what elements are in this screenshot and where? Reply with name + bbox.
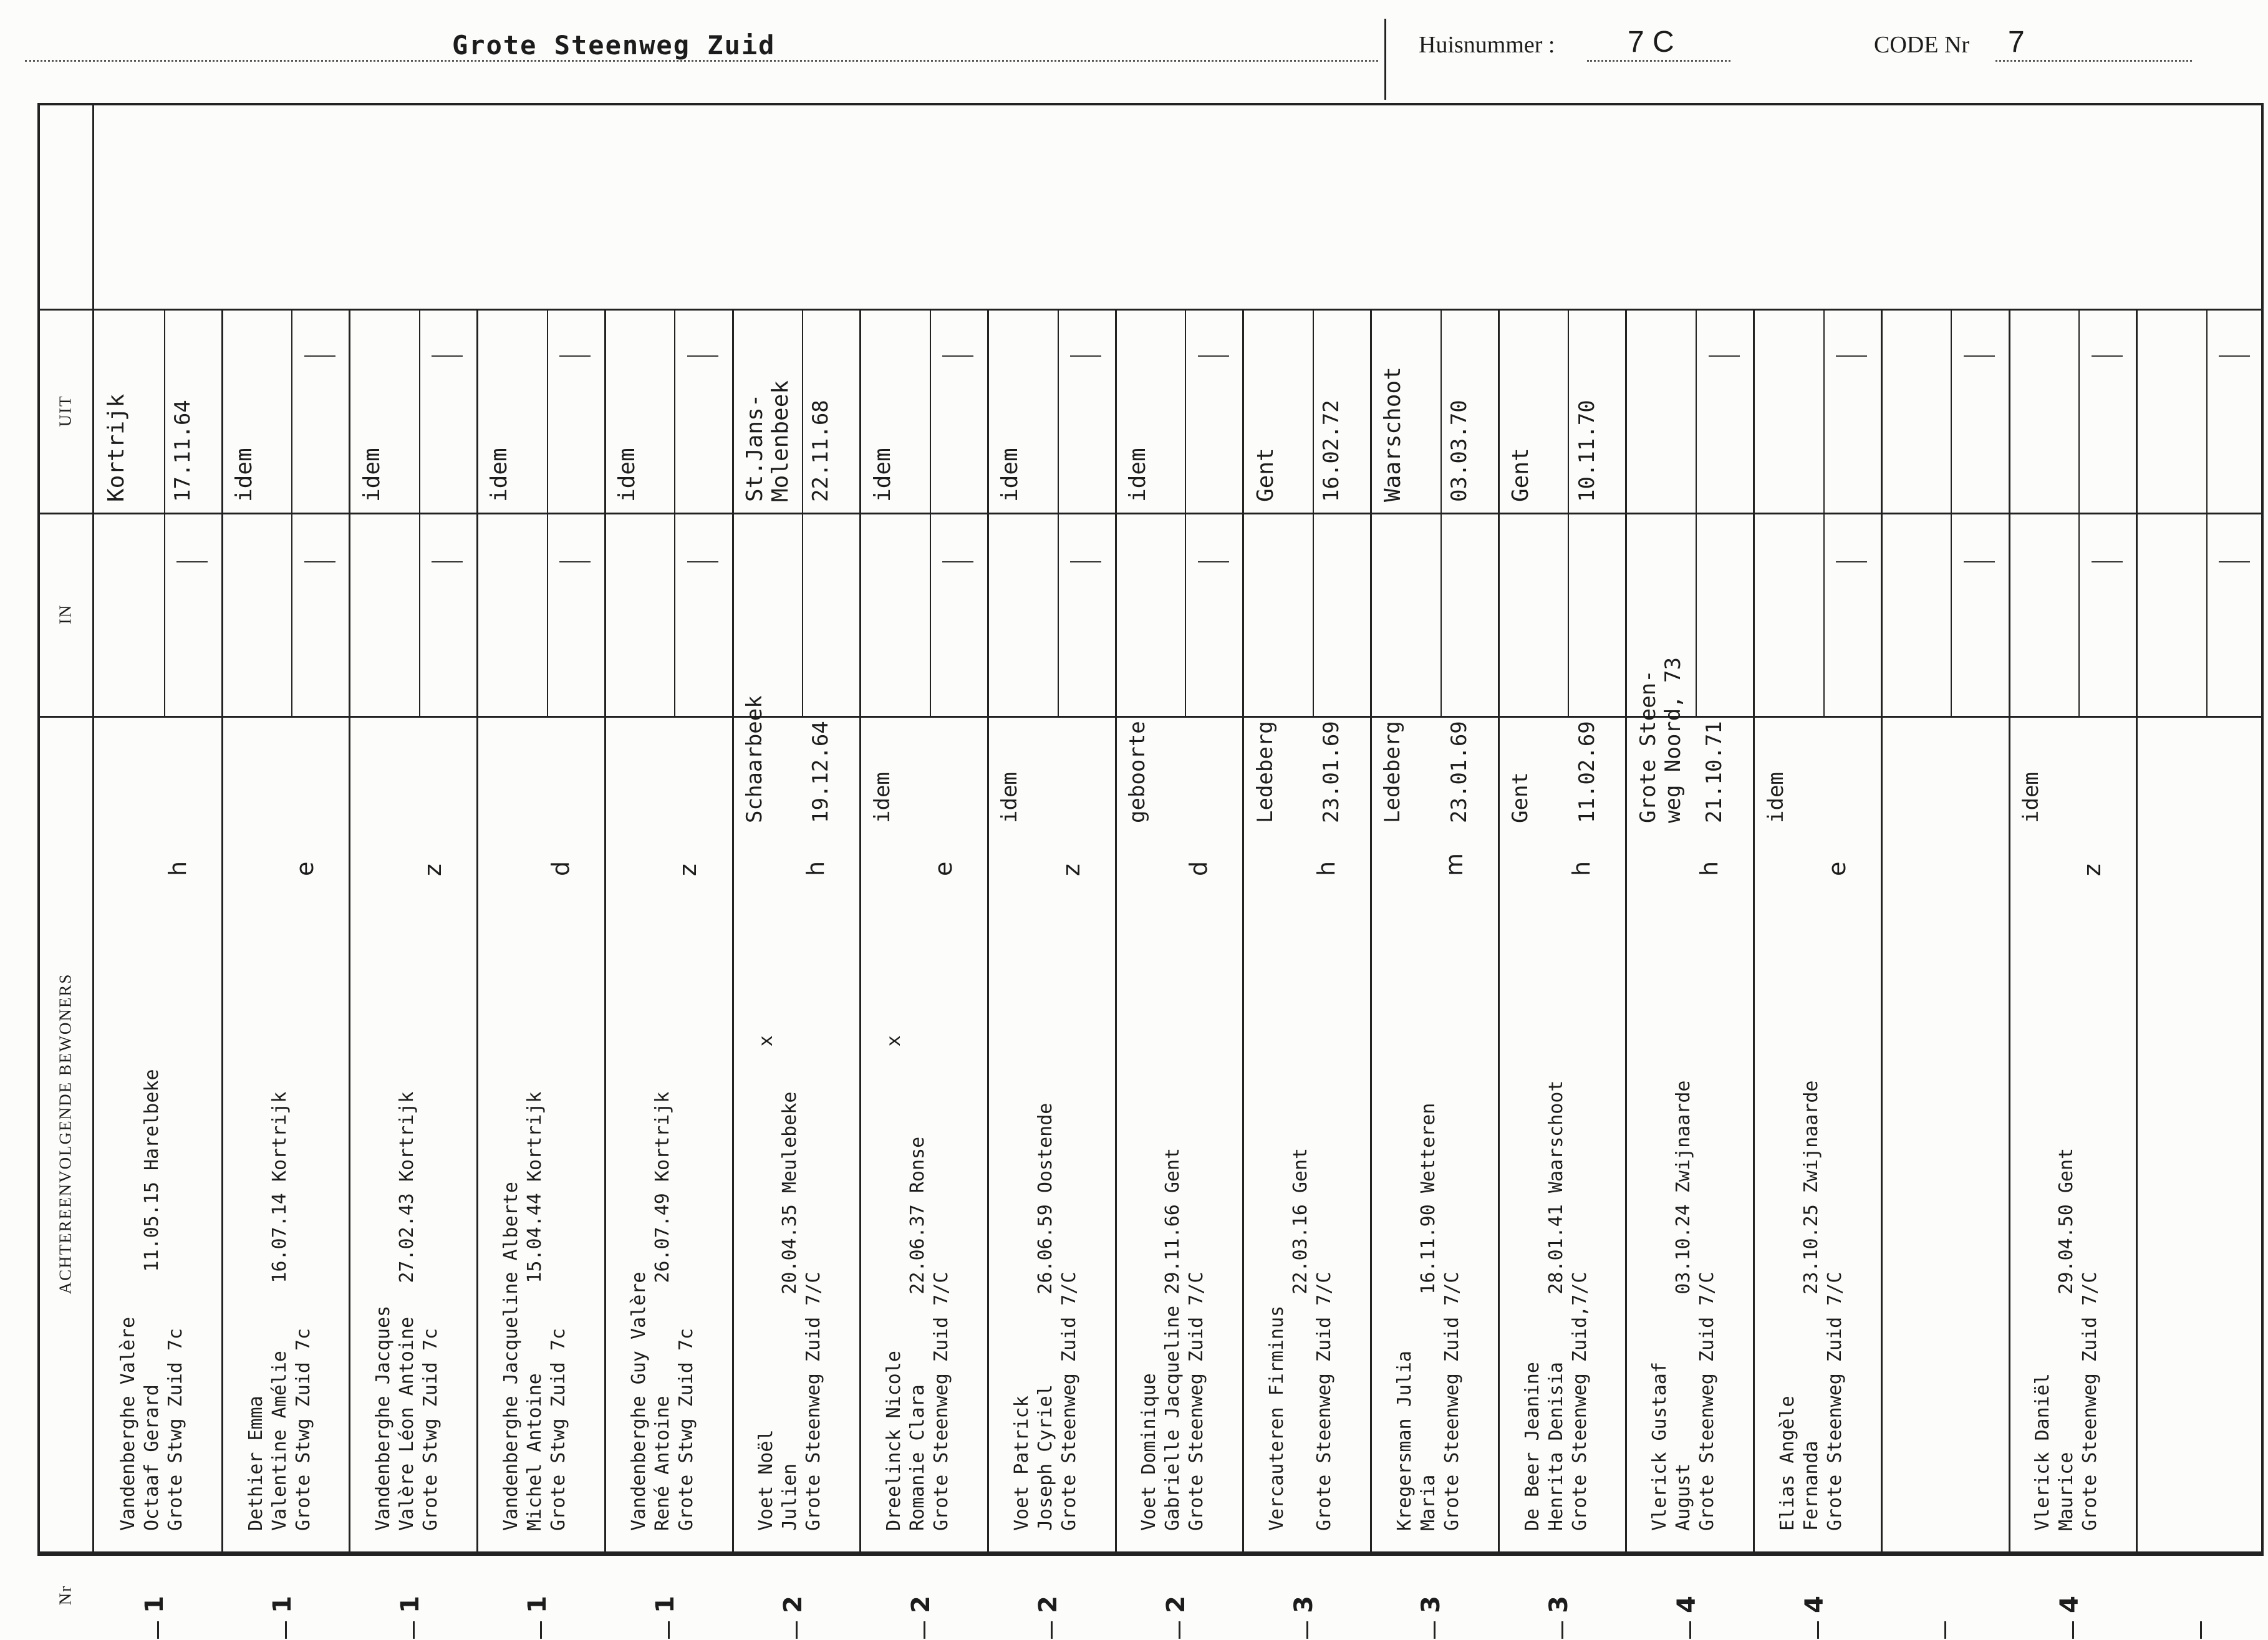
resident-row: [476, 309, 604, 1640]
column-header-uit: UIT: [55, 395, 75, 427]
resident-line: Dethier Emma: [244, 1396, 267, 1531]
huisnummer-dotted-line: [1587, 60, 1730, 62]
resident-line: 22.03.16 Gent: [1290, 1147, 1312, 1531]
in-place: Grote Steen- weg Noord, 73: [1635, 657, 1686, 823]
resident-row: [1115, 309, 1243, 1640]
resident-line: Voet Noël x: [755, 1035, 778, 1531]
uit-date: 17.11.64: [170, 400, 195, 502]
resident-line: Vandenberghe Jacques: [372, 1305, 395, 1531]
resident-nr: 2: [906, 1596, 935, 1613]
resident-nr: 1: [140, 1596, 170, 1613]
resident-line: Elias Angèle: [1777, 1396, 1799, 1531]
resident-code: z: [1057, 864, 1085, 876]
resident-entry: [1776, 1081, 1885, 1531]
resident-line: Grote Steenweg Zuid 7/C: [1440, 1271, 1463, 1531]
in-date: 23.01.69: [1319, 721, 1344, 823]
in-place: idem: [869, 772, 895, 823]
resident-line: Grote Stwg Zuid 7c: [675, 1328, 697, 1531]
resident-entry: [1393, 1103, 1502, 1531]
resident-line: Grote Steenweg Zuid,7/C: [1568, 1271, 1591, 1531]
resident-line: Grote Steenweg Zuid 7/C: [1313, 1271, 1336, 1531]
header-separator: [1384, 19, 1386, 100]
resident-nr: 4: [2055, 1596, 2084, 1613]
resident-row: [1753, 309, 1881, 1640]
in-place: geboorte: [1125, 721, 1151, 823]
resident-entry: [1010, 1103, 1119, 1531]
resident-line: Vandenberghe Jacqueline Alberte: [499, 1182, 522, 1531]
resident-line: Romanie Clara 22.06.37 Ronse: [907, 1136, 929, 1531]
in-date: 19.12.64: [808, 721, 834, 823]
resident-line: Julien 20.04.35 Meulebeke: [779, 1091, 801, 1531]
resident-row: [859, 309, 987, 1640]
resident-row: [221, 309, 349, 1640]
in-date: 23.01.69: [1446, 721, 1472, 823]
resident-line: Vercauteren Firminus: [1266, 1305, 1288, 1531]
resident-nr: 2: [1161, 1596, 1190, 1613]
resident-row: [1242, 309, 1370, 1640]
resident-line: Voet Dominique: [1138, 1373, 1161, 1531]
in-place: idem: [1763, 772, 1788, 823]
resident-line: Octaaf Gerard 11.05.15 Harelbeke: [140, 1069, 163, 1531]
resident-code: e: [1823, 861, 1851, 876]
resident-nr: 2: [778, 1596, 808, 1613]
resident-line: Vandenberghe Guy Valère: [627, 1271, 650, 1531]
resident-code: d: [1185, 861, 1213, 876]
uit-place: Gent: [1508, 448, 1534, 502]
uit-place: idem: [1125, 448, 1151, 502]
resident-code: h: [1312, 861, 1340, 876]
resident-entry: [1265, 1148, 1374, 1531]
uit-place: idem: [359, 448, 385, 502]
resident-row: [2009, 309, 2136, 1640]
resident-line: Henrita Denisia 28.01.41 Waarschoot: [1545, 1080, 1567, 1531]
resident-nr: 4: [1672, 1596, 1701, 1613]
resident-entry: [499, 1092, 609, 1531]
resident-line: Vlerick Daniël: [2032, 1373, 2054, 1531]
code-dotted-line: [1995, 60, 2192, 62]
resident-nr: 1: [523, 1596, 553, 1613]
uit-place: idem: [614, 448, 640, 502]
resident-nr: 1: [395, 1596, 425, 1613]
resident-entry: [2031, 1148, 2140, 1531]
resident-line: Grote Stwg Zuid 7c: [292, 1328, 314, 1531]
uit-date: 22.11.68: [808, 400, 834, 502]
resident-line: Grote Steenweg Zuid 7/C: [1058, 1271, 1080, 1531]
resident-entry: [755, 1035, 864, 1531]
resident-row: [1625, 309, 1753, 1640]
in-place: Gent: [1508, 772, 1533, 823]
resident-line: Maurice 29.04.50 Gent: [2055, 1147, 2078, 1531]
resident-entry: [627, 1092, 736, 1531]
resident-row: [1370, 309, 1498, 1640]
column-header-bewoners: ACHTEREENVOLGENDE BEWONERS: [55, 973, 75, 1295]
resident-code: m: [1440, 852, 1468, 876]
resident-code: z: [2078, 864, 2106, 876]
resident-code: h: [163, 861, 191, 876]
resident-row: [349, 309, 476, 1640]
resident-row: [987, 309, 1115, 1640]
in-place: Schaarbeek: [741, 695, 767, 823]
resident-nr: 3: [1417, 1596, 1446, 1613]
in-place: Ledeberg: [1380, 721, 1406, 823]
resident-code: z: [674, 864, 702, 876]
uit-place: idem: [869, 448, 895, 502]
uit-place: idem: [486, 448, 513, 502]
resident-nr: 2: [1034, 1596, 1063, 1613]
resident-entry: [1137, 1148, 1247, 1531]
resident-line: Grote Steenweg Zuid 7/C: [1696, 1271, 1719, 1531]
resident-line: Grote Steenweg Zuid 7/C: [1185, 1271, 1208, 1531]
resident-entry: [372, 1092, 481, 1531]
code-label: CODE Nr: [1874, 32, 1970, 58]
resident-line: Grote Steenweg Zuid 7/C: [1824, 1271, 1846, 1531]
resident-line: René Antoine 26.07.49 Kortrijk: [651, 1091, 673, 1531]
resident-nr: 1: [651, 1596, 680, 1613]
in-place: idem: [997, 772, 1023, 823]
resident-line: Grote Steenweg Zuid 7/C: [803, 1271, 825, 1531]
resident-line: Vandenberghe Valère: [117, 1316, 139, 1531]
resident-code: h: [1696, 861, 1724, 876]
resident-line: Grote Stwg Zuid 7c: [420, 1328, 442, 1531]
huisnummer-label: Huisnummer :: [1419, 32, 1555, 58]
column-header-nr: Nr: [55, 1585, 75, 1606]
uit-place: Kortrijk: [104, 393, 130, 502]
code-value: 7: [2008, 26, 2025, 59]
resident-row: [732, 309, 860, 1640]
resident-line: Vlerick Gustaaf: [1649, 1362, 1671, 1531]
resident-line: Valentine Amélie 16.07.14 Kortrijk: [268, 1091, 291, 1531]
resident-line: Grote Stwg Zuid 7c: [547, 1328, 569, 1531]
resident-line: De Beer Jeanine: [1521, 1362, 1543, 1531]
in-date: 11.02.69: [1574, 721, 1600, 823]
resident-entry: [882, 1035, 992, 1531]
resident-line: August 03.10.24 Zwijnaarde: [1672, 1080, 1695, 1531]
resident-row: [1498, 309, 1626, 1640]
resident-line: Kregersman Julia: [1393, 1351, 1416, 1531]
in-place: idem: [2018, 772, 2044, 823]
resident-code: d: [546, 861, 574, 876]
uit-place: St.Jans- Molenbeek: [741, 380, 793, 502]
resident-nr: 4: [1800, 1596, 1829, 1613]
resident-line: Grote Steenweg Zuid 7/C: [930, 1271, 953, 1531]
uit-date: 16.02.72: [1319, 400, 1344, 502]
resident-line: Michel Antoine 15.04.44 Kortrijk: [523, 1091, 546, 1531]
in-date: 21.10.71: [1702, 721, 1727, 823]
resident-line: Joseph Cyriel 26.06.59 Oostende: [1034, 1102, 1056, 1531]
resident-line: Grote Steenweg Zuid 7/C: [2079, 1271, 2102, 1531]
resident-entry: [117, 1069, 226, 1531]
street-name: Grote Steenweg Zuid: [452, 30, 776, 60]
column-header-in: IN: [55, 604, 75, 625]
card-header: [0, 0, 2268, 100]
resident-code: e: [291, 861, 319, 876]
resident-nr: 1: [268, 1596, 297, 1613]
resident-line: Valère Léon Antoine 27.02.43 Kortrijk: [396, 1091, 418, 1531]
resident-code: z: [418, 864, 446, 876]
uit-date: 03.03.70: [1446, 400, 1472, 502]
resident-line: Grote Stwg Zuid 7c: [164, 1328, 186, 1531]
in-place: Ledeberg: [1252, 721, 1278, 823]
huisnummer-value: 7 C: [1628, 26, 1674, 59]
uit-place: Waarschoot: [1380, 367, 1406, 502]
uit-date: 10.11.70: [1574, 400, 1600, 502]
uit-place: Gent: [1252, 448, 1278, 502]
resident-line: Dreelinck Nicole x: [883, 1035, 905, 1531]
resident-line: Fernanda 23.10.25 Zwijnaarde: [1800, 1080, 1823, 1531]
resident-row: [1881, 309, 2009, 1640]
uit-place: idem: [231, 448, 258, 502]
resident-code: e: [929, 861, 957, 876]
resident-entry: [1521, 1081, 1630, 1531]
resident-line: Maria 16.11.90 Wetteren: [1417, 1102, 1439, 1531]
resident-code: h: [1568, 861, 1596, 876]
resident-code: h: [802, 861, 830, 876]
resident-row: [604, 309, 732, 1640]
resident-line: Voet Patrick: [1010, 1396, 1033, 1531]
resident-nr: 3: [1545, 1596, 1574, 1613]
resident-entry: [1648, 1081, 1757, 1531]
resident-nr: 3: [1289, 1596, 1318, 1613]
uit-place: idem: [997, 448, 1023, 502]
resident-line: Gabrielle Jacqueline 29.11.66 Gent: [1162, 1147, 1184, 1531]
resident-row: [94, 309, 221, 1640]
resident-row: [2136, 309, 2264, 1640]
resident-entry: [244, 1092, 354, 1531]
